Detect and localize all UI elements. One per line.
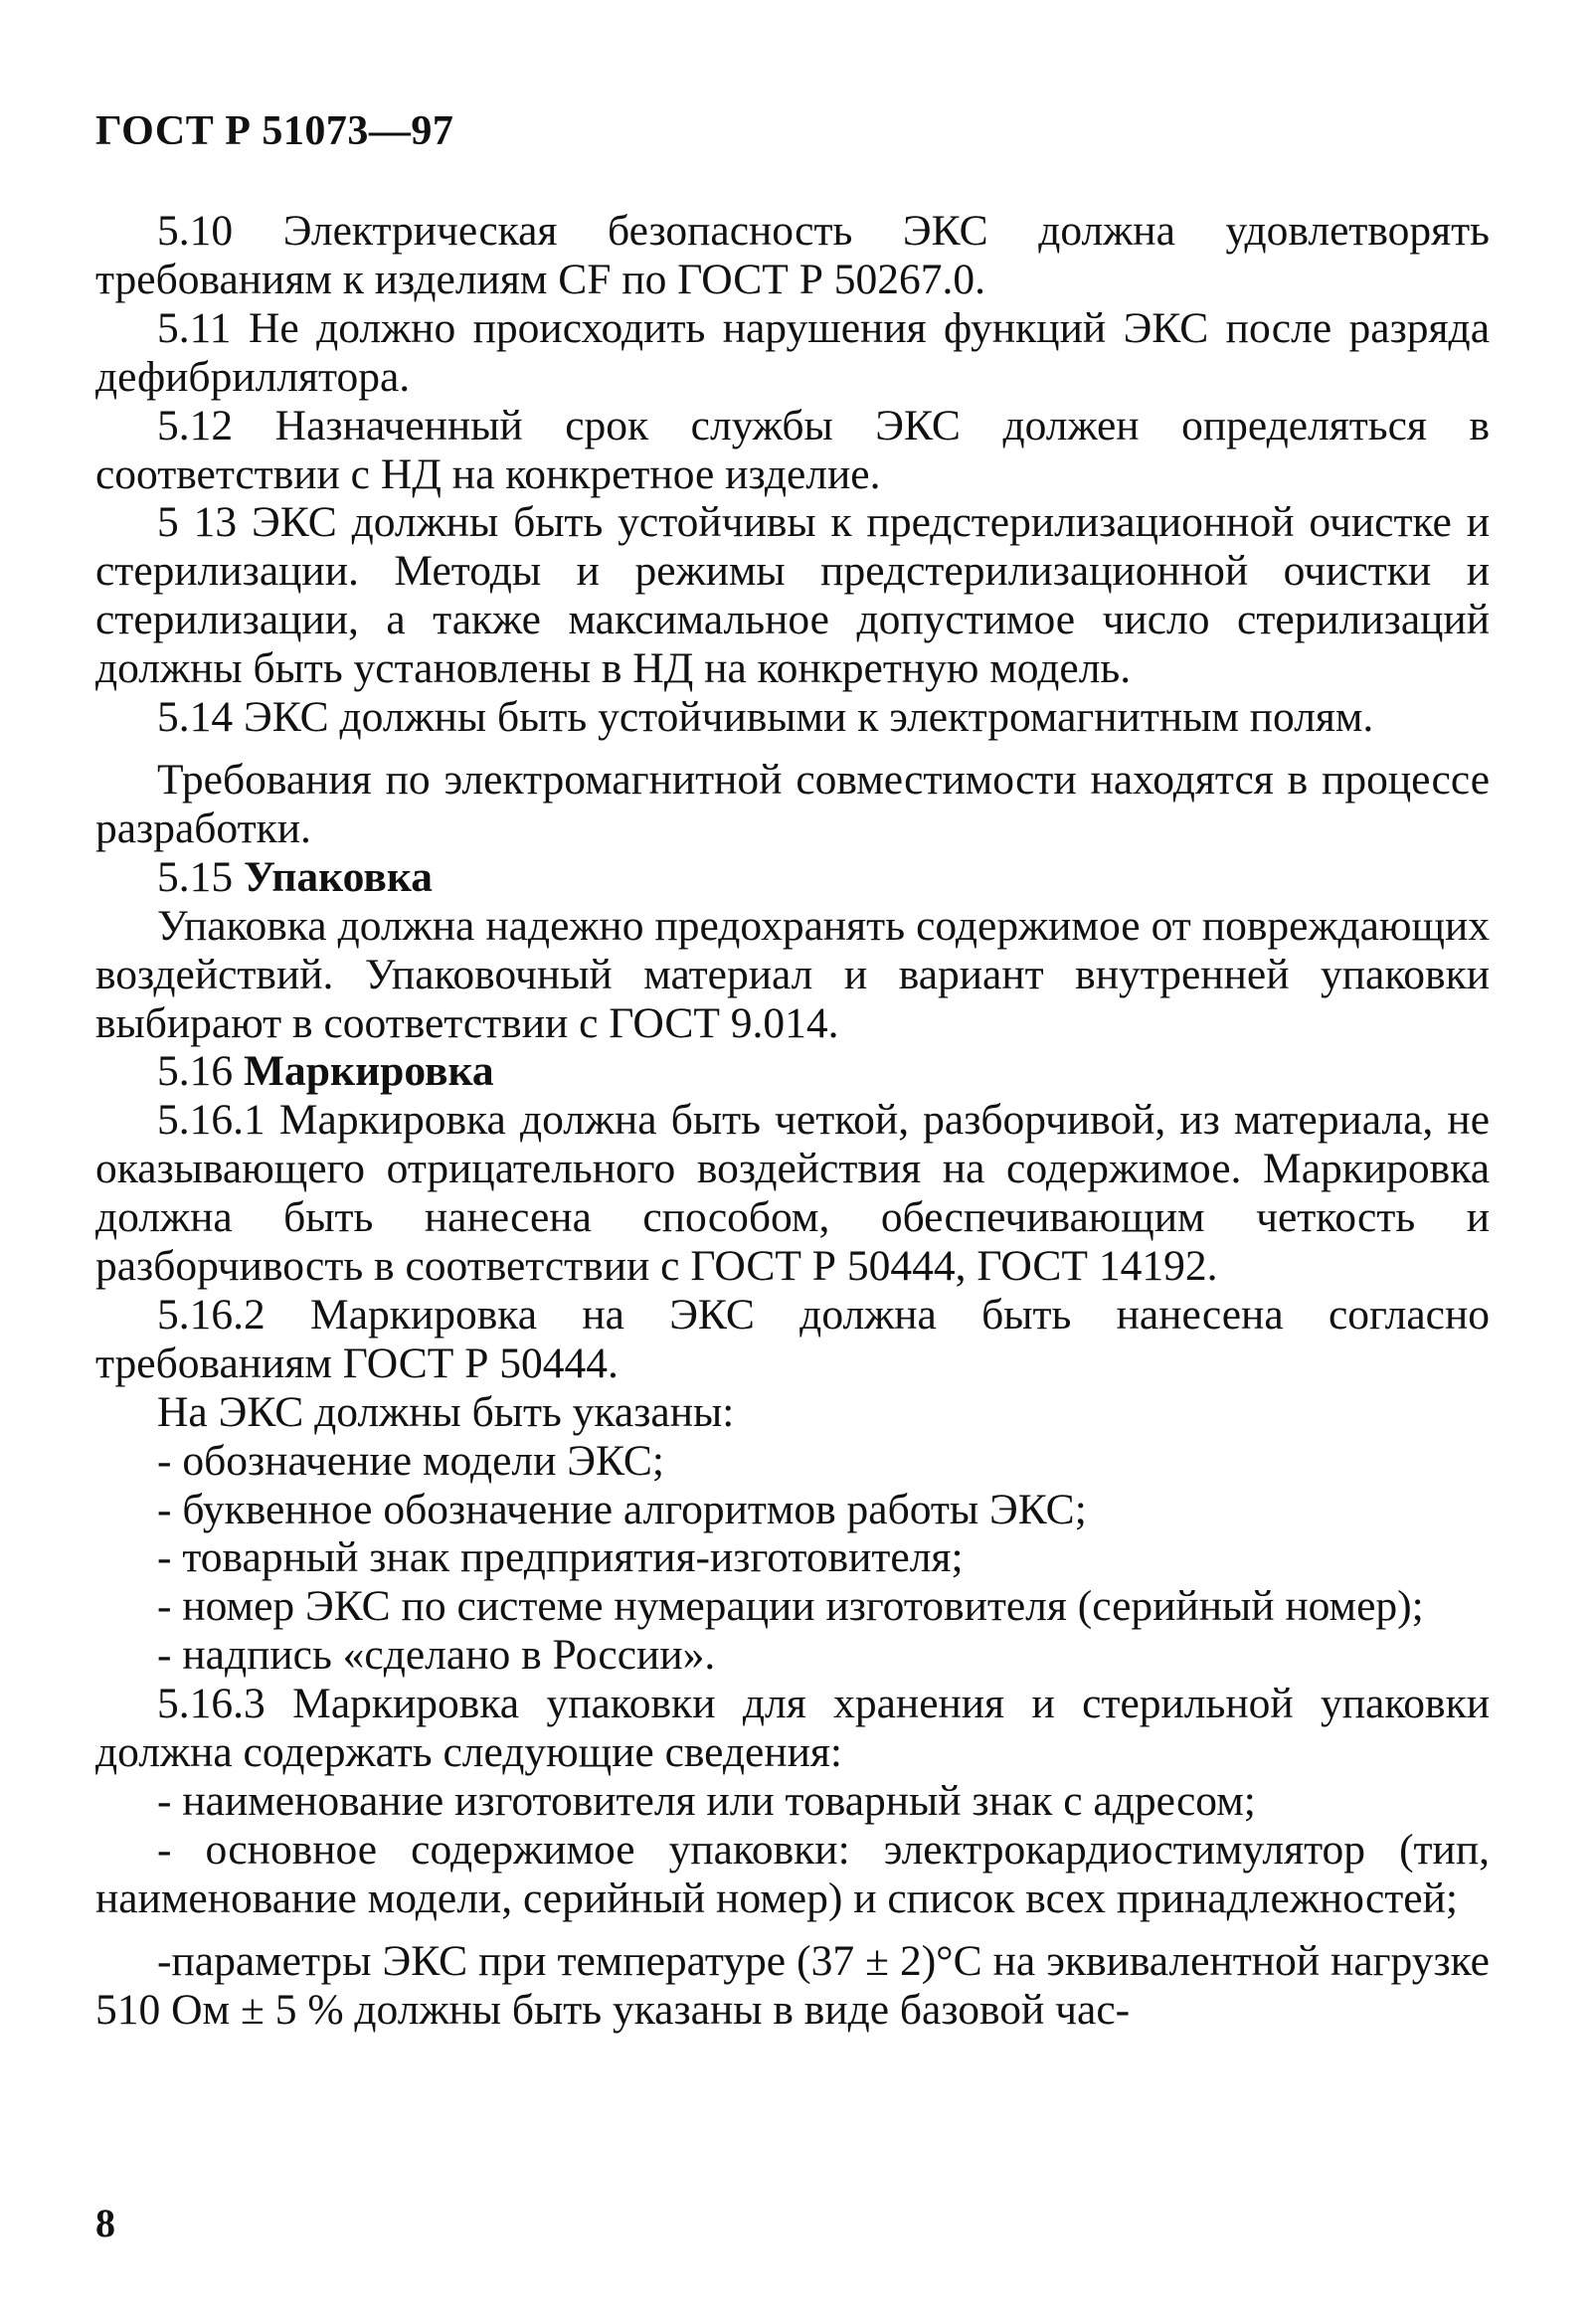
document-body xyxy=(95,207,1490,2035)
paragraph-5-13: 5 13 ЭКС должны быть устойчивы к предстерилизационной очистке и стерилизации. Методы и режимы предстерилизационной очистки и стерилизации, а также максимальное допустимое число стерилизаций должны быть установлены в НД на конкретную модель. xyxy=(95,498,1490,693)
paragraph-5-16-3: 5.16.3 Маркировка упаковки для хранения и стерильной упаковки должна содержать следующие сведения: xyxy=(95,1680,1490,1777)
paragraph-5-14-note: Требования по электромагнитной совместимости находятся в процессе разработки. xyxy=(95,755,1490,852)
list-item: - обозначение модели ЭКС; xyxy=(157,1436,665,1485)
section-heading-5-16 xyxy=(95,1047,1490,1096)
list-item: - номер ЭКС по системе нумерации изготовителя (серийный номер); xyxy=(157,1582,1424,1631)
paragraph-5-15: Упаковка должна надежно предохранять содержимое от повреждающих воздействий. Упаковочный материал и вариант внутренней упаковки выбирают в соответствии с ГОСТ 9.014. xyxy=(95,901,1490,1047)
page-number: 8 xyxy=(95,2201,115,2245)
list-item: - основное содержимое упаковки: электрокардиостимулятор (тип, наименование модели, серийный номер) и список всех принадлежностей; xyxy=(95,1825,1490,1922)
list-item: -параметры ЭКС при температуре (37 ± 2)°С на эквивалентной нагрузке 510 Ом ± 5 % должны быть указаны в виде базовой час- xyxy=(95,1936,1490,2034)
section-heading-5-15 xyxy=(95,853,1490,902)
paragraph-5-11: 5.11 Не должно происходить нарушения функций ЭКС после разряда дефибриллятора. xyxy=(95,303,1490,401)
paragraph-5-10: 5.10 Электрическая безопасность ЭКС должна удовлетворять требованиям к изделиям CF по ГОСТ Р 50267.0. xyxy=(95,207,1490,303)
section-number-5-15: 5.15 xyxy=(157,852,234,901)
paragraph-5-12: 5.12 Назначенный срок службы ЭКС должен определяться в соответствии с НД на конкретное изделие. xyxy=(95,401,1490,498)
list-item: - надпись «сделано в России». xyxy=(157,1631,716,1680)
list-item: - буквенное обозначение алгоритмов работы ЭКС; xyxy=(157,1485,1087,1533)
section-number-5-16: 5.16 xyxy=(157,1047,234,1096)
paragraph-5-16-2-intro: На ЭКС должны быть указаны: xyxy=(157,1387,735,1436)
paragraph-5-14: 5.14 ЭКС должны быть устойчивыми к электромагнитным полям. xyxy=(157,693,1374,742)
paragraph-5-16-1: 5.16.1 Маркировка должна быть четкой, разборчивой, из материала, не оказывающего отрицательного воздействия на содержимое. Маркировка должна быть нанесена способом, обеспечивающим четкость и разборчивость в соответствии с ГОСТ Р 50444, ГОСТ 14192. xyxy=(95,1096,1490,1291)
page-header-doc-code: ГОСТ Р 51073—97 xyxy=(95,108,454,154)
section-title-marking: Маркировка xyxy=(244,1047,494,1096)
section-title-packaging: Упаковка xyxy=(244,852,433,901)
list-item: - наименование изготовителя или товарный знак с адресом; xyxy=(157,1777,1256,1825)
paragraph-5-16-2: 5.16.2 Маркировка на ЭКС должна быть нанесена согласно требованиям ГОСТ Р 50444. xyxy=(95,1290,1490,1387)
list-item: - товарный знак предприятия-изготовителя; xyxy=(157,1533,964,1582)
